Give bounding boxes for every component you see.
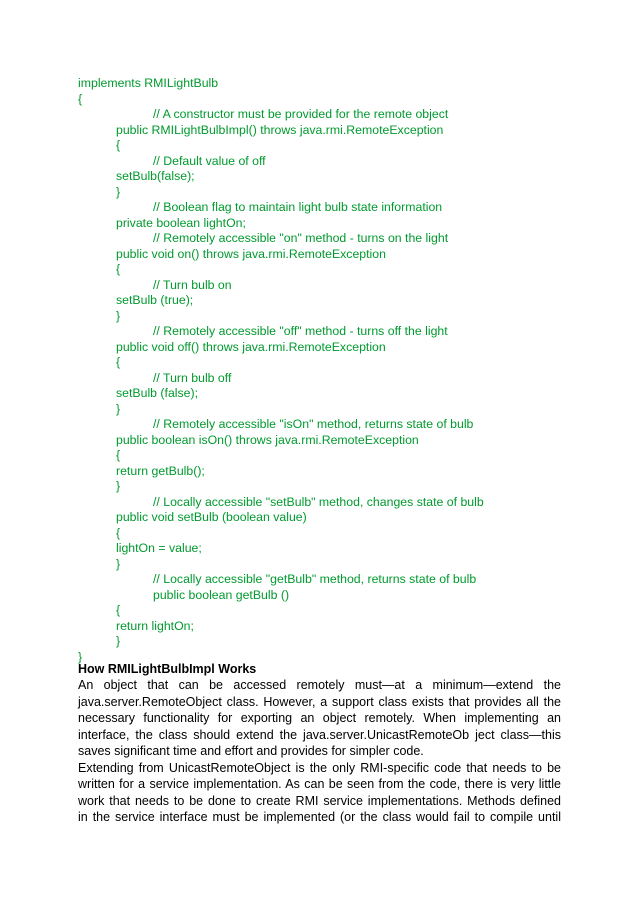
code-line: }	[116, 401, 121, 416]
code-line: // Locally accessible "getBulb" method, returns state of bulb	[153, 572, 477, 586]
section-heading: How RMILightBulbImpl Works	[78, 662, 257, 676]
code-line: public boolean getBulb ()	[153, 587, 290, 602]
code-line: public void on() throws java.rmi.RemoteException	[116, 246, 386, 261]
code-line: public void off() throws java.rmi.RemoteException	[116, 339, 386, 354]
code-line: setBulb(false);	[116, 169, 195, 183]
code-line: return lightOn;	[116, 618, 194, 633]
code-line: }	[116, 556, 121, 571]
code-line: // Remotely accessible "isOn" method, returns state of bulb	[153, 417, 474, 431]
code-line: }	[116, 634, 121, 648]
code-line: {	[116, 603, 121, 617]
body-text-line: An object that can be accessed remotely must—at a minimum—extend the	[78, 678, 561, 692]
code-line: }	[116, 308, 121, 323]
body-text-line: in the service interface must be implemented (or the class would fail to compile until	[78, 810, 561, 824]
body-text-line: necessary functionality for exporting an object remotely. When implementing an	[78, 711, 561, 725]
code-line: public boolean isOn() throws java.rmi.RemoteException	[116, 432, 419, 447]
code-line: {	[116, 262, 121, 276]
body-text-line: written for a service implementation. As can be seen from the code, there is very little	[78, 777, 561, 791]
body-text-line: Extending from UnicastRemoteObject is the only RMI-specific code that needs to be	[78, 760, 561, 775]
code-line: {	[116, 448, 121, 462]
code-line: lightOn = value;	[116, 541, 202, 555]
code-line: private boolean lightOn;	[116, 215, 246, 230]
code-line: // Default value of off	[153, 153, 266, 168]
code-line: // Turn bulb off	[153, 370, 232, 385]
code-line: public void setBulb (boolean value)	[116, 510, 307, 524]
code-line: // Turn bulb on	[153, 277, 232, 292]
code-line: // Remotely accessible "on" method - turns on the light	[153, 231, 449, 245]
body-text-line: interface, the class should extend the java.server.UnicastRemoteOb ject class—this	[78, 727, 561, 742]
code-line: return getBulb();	[116, 463, 205, 478]
body-text-line: saves significant time and effort and provides for simpler code.	[78, 744, 424, 758]
body-text-line: java.server.RemoteObject class. However, a support class exists that provides all the	[78, 694, 561, 709]
code-line: // Locally accessible "setBulb" method, changes state of bulb	[153, 494, 484, 509]
code-line: // A constructor must be provided for the remote object	[153, 107, 449, 121]
code-line: public RMILightBulbImpl() throws java.rmi.RemoteException	[116, 122, 444, 137]
code-line: implements RMILightBulb	[78, 76, 219, 90]
code-line: setBulb (false);	[116, 386, 199, 400]
code-line: // Remotely accessible "off" method - turns off the light	[153, 324, 448, 338]
code-line: {	[78, 91, 83, 106]
code-line: setBulb (true);	[116, 293, 194, 307]
body-text-line: work that needs to be done to create RMI service implementations. Methods defined	[78, 793, 561, 808]
code-line: {	[116, 355, 121, 369]
code-line: // Boolean flag to maintain light bulb state information	[153, 200, 443, 214]
code-line: {	[116, 138, 121, 152]
code-line: }	[116, 184, 121, 199]
code-line: {	[116, 525, 121, 540]
code-line: }	[116, 479, 121, 493]
code-line: }	[78, 649, 83, 664]
